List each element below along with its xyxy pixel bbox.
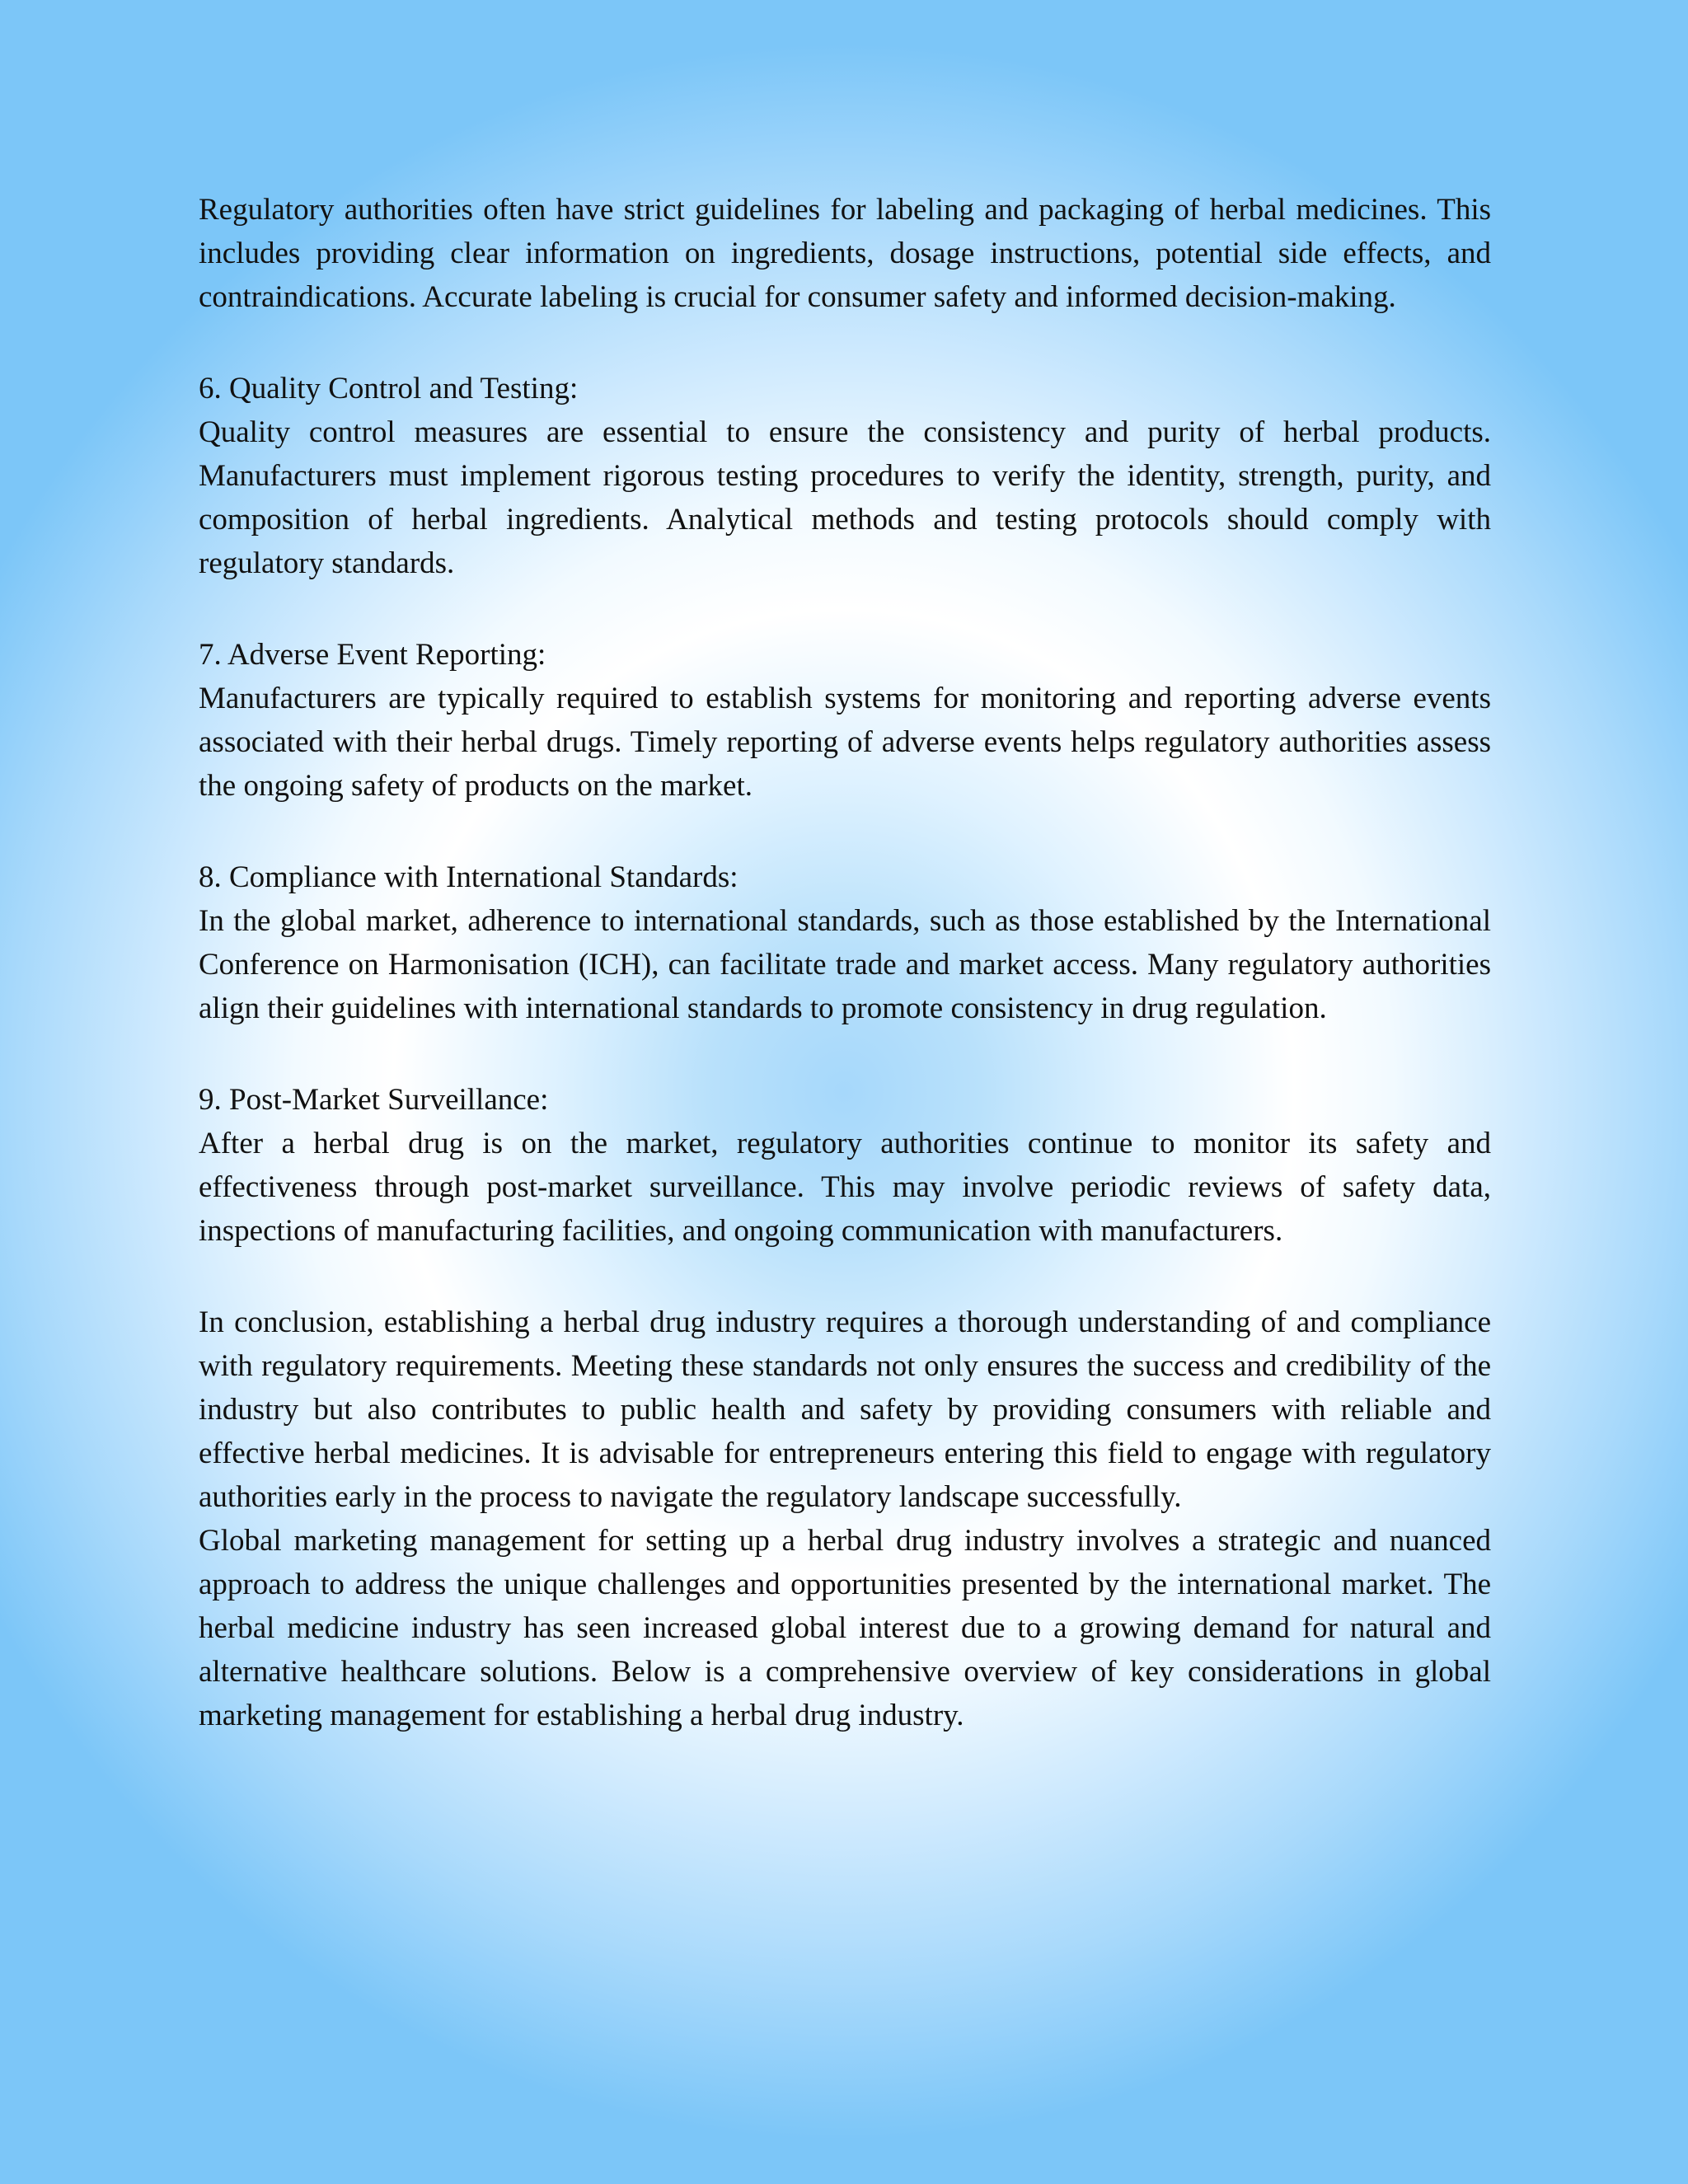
section-body: Manufacturers are typically required to establish systems for monitoring and reporting adverse events associated with their herbal drugs. Timely reporting of adverse events helps regulatory authorities assess the ongoing safety of products on the market. [199, 682, 1491, 803]
section-international-standards [199, 855, 1491, 1030]
spacer [199, 1253, 1491, 1301]
section-quality-control [199, 367, 1491, 585]
section-heading: 7. Adverse Event Reporting: [199, 638, 546, 672]
page-content [199, 188, 1491, 1737]
intro-paragraph: Regulatory authorities often have strict guidelines for labeling and packaging of herbal medicines. This includes providing clear information on ingredients, dosage instructions, potential side effects, and contraindications. Accurate labeling is crucial for consumer safety and informed decision-making. [199, 193, 1491, 314]
conclusion-paragraph: In conclusion, establishing a herbal drug industry requires a thorough understanding of and compliance with regulatory requirements. Meeting these standards not only ensures the success and credibility of the industry but also contributes to public health and safety by providing consumers with reliable and effective herbal medicines. It is advisable for entrepreneurs entering this field to engage with regulatory authorities early in the process to navigate the regulatory landscape successfully. [199, 1305, 1491, 1514]
section-post-market-surveillance [199, 1078, 1491, 1253]
spacer [199, 808, 1491, 855]
section-heading: 6. Quality Control and Testing: [199, 372, 579, 405]
section-adverse-event-reporting [199, 633, 1491, 808]
section-body: In the global market, adherence to international standards, such as those established by the International Conference on Harmonisation (ICH), can facilitate trade and market access. Many regulatory authorities align their guidelines with international standards to promote consistency in drug regulation. [199, 904, 1491, 1025]
section-body: After a herbal drug is on the market, regulatory authorities continue to monitor its safety and effectiveness through post-market surveillance. This may involve periodic reviews of safety data, inspections of manufacturing facilities, and ongoing communication with manufacturers. [199, 1127, 1491, 1248]
spacer [199, 585, 1491, 633]
spacer [199, 1030, 1491, 1078]
section-body: Quality control measures are essential to ensure the consistency and purity of herbal products. Manufacturers must implement rigorous testing procedures to verify the identity, strength, purity, and composition of herbal ingredients. Analytical methods and testing protocols should comply with regulatory standards. [199, 415, 1491, 580]
section-heading: 8. Compliance with International Standards: [199, 860, 738, 894]
section-heading: 9. Post-Market Surveillance: [199, 1083, 549, 1117]
global-marketing-paragraph: Global marketing management for setting up a herbal drug industry involves a strategic and nuanced approach to address the unique challenges and opportunities presented by the international market. The herbal medicine industry has seen increased global interest due to a growing demand for natural and alternative healthcare solutions. Below is a comprehensive overview of key considerations in global marketing management for establishing a herbal drug industry. [199, 1524, 1491, 1732]
spacer [199, 319, 1491, 367]
